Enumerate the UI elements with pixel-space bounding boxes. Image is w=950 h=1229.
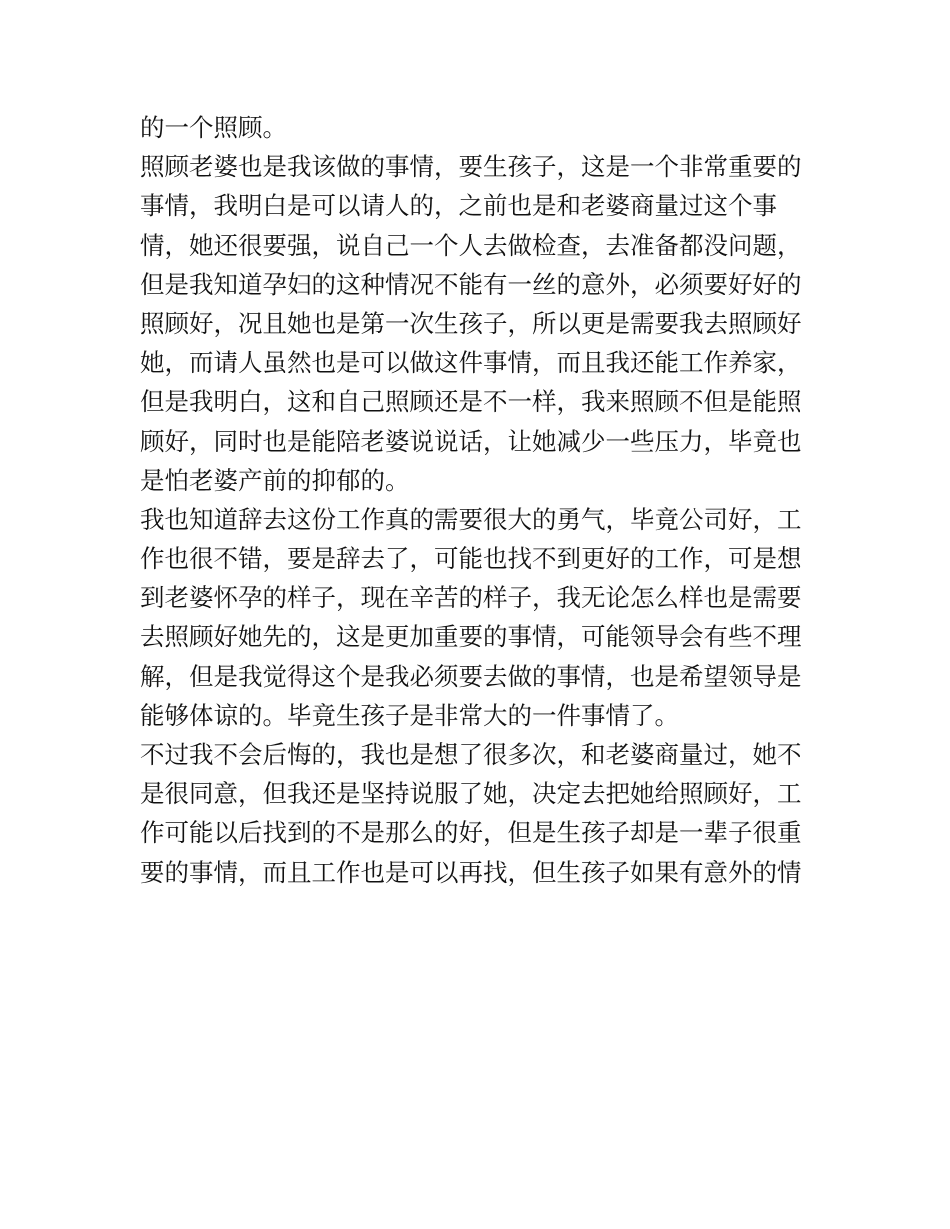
text-line: 去照顾好她先的，这是更加重要的事情，可能领导会有些不理: [140, 622, 802, 652]
text-line: 照顾好，况且她也是第一次生孩子，所以更是需要我去照顾好: [140, 308, 802, 338]
text-line: 她，而请人虽然也是可以做这件事情，而且我还能工作养家，: [140, 348, 802, 378]
text-line: 事情，我明白是可以请人的，之前也是和老婆商量过这个事: [140, 191, 777, 221]
text-line: 情，她还很要强，说自己一个人去做检查，去准备都没问题，: [140, 230, 802, 260]
text-line: 但是我知道孕妇的这种情况不能有一丝的意外，必须要好好的: [140, 269, 802, 299]
text-line: 能够体谅的。毕竟生孩子是非常大的一件事情了。: [140, 700, 679, 730]
text-line: 是怕老婆产前的抑郁的。: [140, 465, 410, 495]
text-line: 作可能以后找到的不是那么的好，但是生孩子却是一辈子很重: [140, 818, 802, 848]
text-line: 是很同意，但我还是坚持说服了她，决定去把她给照顾好，工: [140, 779, 802, 809]
text-line: 我也知道辞去这份工作真的需要很大的勇气，毕竟公司好，工: [140, 504, 802, 534]
text-line: 作也很不错，要是辞去了，可能也找不到更好的工作，可是想: [140, 544, 802, 574]
text-line: 照顾老婆也是我该做的事情，要生孩子，这是一个非常重要的: [140, 152, 802, 182]
text-line: 解，但是我觉得这个是我必须要去做的事情，也是希望领导是: [140, 661, 802, 691]
document-body: [140, 108, 820, 892]
text-line: 不过我不会后悔的，我也是想了很多次，和老婆商量过，她不: [140, 740, 802, 769]
text-line: 的一个照顾。: [140, 113, 287, 142]
text-line: 顾好，同时也是能陪老婆说说话，让她减少一些压力，毕竟也: [140, 426, 802, 456]
text-line: 要的事情，而且工作也是可以再找，但生孩子如果有意外的情: [140, 857, 802, 887]
text-line: 但是我明白，这和自己照顾还是不一样，我来照顾不但是能照: [140, 387, 802, 417]
text-line: 到老婆怀孕的样子，现在辛苦的样子，我无论怎么样也是需要: [140, 583, 802, 613]
